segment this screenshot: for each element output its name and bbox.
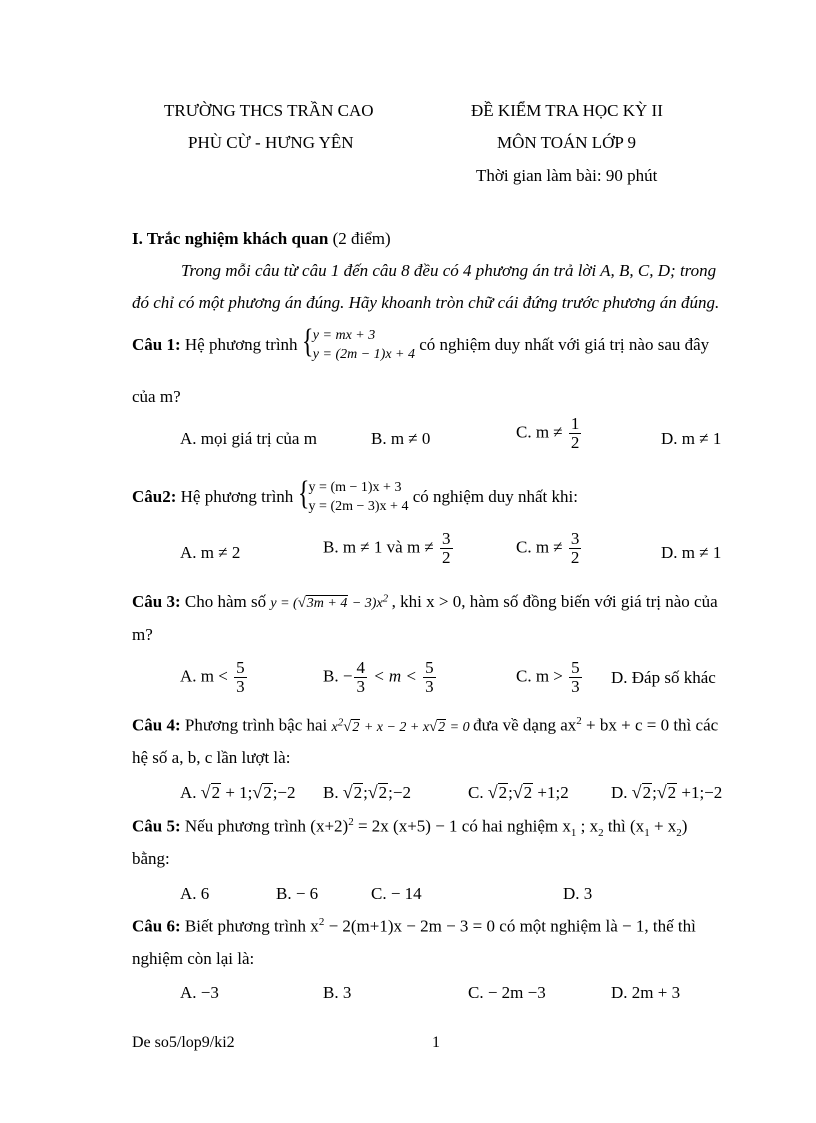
school-name: TRƯỜNG THCS TRẦN CAO (164, 101, 374, 120)
suffix-exponent: 2 (576, 715, 582, 727)
question-2-eq1: y = (m − 1)x + 3 (308, 480, 402, 496)
question-5-text-f: ) (681, 816, 688, 836)
sqrt-icon: √ (297, 595, 306, 611)
question-1-system (301, 323, 416, 365)
question-1-eq2: y = (2m − 1)x + 4 (312, 347, 416, 363)
fraction (569, 659, 582, 696)
option-label: C. (468, 783, 484, 802)
fraction (234, 659, 247, 696)
sqrt-icon: √ (252, 782, 263, 802)
question-3-option-d[interactable]: D. Đáp số khác (611, 668, 716, 687)
question-4-line-2: hệ số a, b, c lần lượt là: (132, 748, 291, 767)
question-3-option-a[interactable] (180, 659, 249, 696)
subscript: 1 (644, 827, 650, 840)
radicand: 2 (642, 783, 652, 802)
fraction (569, 530, 582, 567)
question-4-option-d[interactable] (611, 782, 722, 803)
numerator: 4 (356, 658, 365, 677)
question-2-system (297, 475, 409, 517)
radicand: 2 (353, 783, 363, 802)
subscript: 2 (676, 827, 682, 840)
question-6-text-a: Biết phương trình x (184, 916, 319, 936)
question-2-option-b[interactable] (323, 530, 455, 567)
fraction (569, 415, 582, 452)
question-2-prefix: Hệ phương trình (180, 487, 294, 506)
numerator: 1 (570, 414, 580, 433)
sqrt-icon: √ (200, 782, 211, 802)
brace-icon: { (297, 475, 309, 513)
denominator: 2 (570, 432, 580, 452)
fraction (354, 659, 367, 696)
question-1-line (132, 322, 709, 368)
question-5-text-b: = 2x (x+5) − 1 có hai nghiệm x (353, 816, 571, 836)
school-location: PHÙ CỪ - HƯNG YÊN (188, 133, 354, 152)
option-c-prefix: C. m ≠ (516, 537, 563, 557)
option-term: ; (652, 783, 657, 802)
question-5-text-d: thì (x (603, 816, 645, 836)
section-heading (132, 229, 391, 249)
question-6-option-d[interactable]: D. 2m + 3 (611, 983, 681, 1002)
numerator: 5 (571, 658, 580, 677)
question-4-label: Câu 4: (132, 715, 181, 735)
question-6-label: Câu 6: (132, 916, 181, 936)
option-b-middle: < m < (373, 666, 417, 686)
numerator: 3 (442, 529, 451, 548)
section-points: (2 điểm) (332, 229, 391, 248)
option-term: + 1; (221, 783, 253, 802)
question-5-line-2: bằng: (132, 849, 170, 868)
radicand: 2 (263, 783, 272, 802)
brace-icon: { (301, 323, 314, 361)
fraction (423, 659, 436, 696)
subscript: 2 (598, 827, 604, 840)
option-term: ; (508, 783, 513, 802)
option-term: +1;−2 (677, 783, 723, 802)
question-2-option-d[interactable]: D. m ≠ 1 (661, 543, 722, 562)
question-1-option-c[interactable] (516, 415, 583, 452)
sqrt-icon: √ (656, 782, 667, 802)
option-term: +1;2 (533, 783, 569, 802)
denominator: 3 (356, 676, 365, 696)
denominator: 2 (442, 547, 451, 567)
option-label: A. (180, 783, 197, 802)
question-5-option-d[interactable]: D. 3 (563, 884, 593, 903)
question-6-option-c[interactable]: C. − 2m −3 (468, 983, 546, 1002)
question-3-label: Câu 3: (132, 592, 181, 611)
exam-title: ĐỀ KIỂM TRA HỌC KỲ II (471, 101, 663, 120)
radicand: 2 (211, 783, 221, 802)
question-6-option-a[interactable]: A. −3 (180, 983, 219, 1002)
denominator: 2 (570, 547, 580, 567)
question-1-option-a[interactable]: A. mọi giá trị của m (180, 429, 317, 448)
radicand: 2 (523, 783, 533, 802)
radicand: 2 (352, 719, 360, 735)
question-4-option-a[interactable] (180, 782, 296, 803)
option-c-prefix: C. m ≠ (516, 422, 563, 442)
option-label: D. (611, 783, 628, 802)
option-c-prefix: C. m > (516, 666, 563, 686)
numerator: 5 (425, 658, 434, 677)
instruction-line-2: đó chỉ có một phương án đúng. Hãy khoanh tròn chữ cái đứng trước phương án đúng. (132, 293, 720, 312)
section-title: I. Trắc nghiệm khách quan (132, 229, 329, 248)
fn-left: y = ( (270, 596, 298, 611)
question-4-prefix: Phương trình bậc hai (184, 715, 328, 735)
fn-exponent: 2 (382, 592, 389, 605)
option-term: ;−2 (388, 783, 411, 802)
numerator: 3 (570, 529, 580, 548)
option-a-prefix: A. m < (180, 666, 228, 686)
question-3-line-2: m? (132, 625, 153, 644)
question-2-option-a[interactable]: A. m ≠ 2 (180, 543, 241, 562)
question-5-text-a: Nếu phương trình (x+2) (184, 816, 349, 836)
instruction-line-1: Trong mỗi câu từ câu 1 đến câu 8 đều có 4 phương án trả lời A, B, C, D; trong (181, 261, 717, 280)
question-3-function (270, 592, 391, 611)
radicand: 2 (498, 783, 508, 802)
subscript: 1 (570, 827, 577, 840)
question-2-option-c[interactable] (516, 530, 583, 567)
eq-middle: + x − 2 + x (360, 719, 430, 735)
denominator: 3 (425, 676, 434, 696)
option-b-prefix: B. (323, 666, 339, 686)
question-5-option-c[interactable]: C. − 14 (371, 884, 422, 903)
eq-end: = 0 (446, 719, 470, 735)
question-4-option-c[interactable] (468, 782, 569, 803)
option-term: ;−2 (272, 783, 296, 802)
radicand: 2 (667, 783, 677, 802)
question-1-prefix: Hệ phương trình (184, 335, 298, 354)
minus-sign: − (342, 666, 353, 686)
question-3-option-c[interactable] (516, 659, 584, 696)
question-1-eq1: y = mx + 3 (312, 328, 376, 344)
denominator: 3 (236, 676, 245, 696)
question-5-text-e: + x (649, 816, 677, 836)
subject-title: MÔN TOÁN LỚP 9 (497, 133, 637, 152)
denominator: 3 (571, 676, 580, 696)
question-2-suffix: có nghiệm duy nhất khi: (412, 487, 578, 506)
radicand: 2 (378, 783, 388, 802)
sqrt-icon: √ (631, 782, 642, 802)
numerator: 5 (236, 658, 245, 677)
sqrt-icon: √ (343, 718, 352, 735)
question-3-suffix: , khi x > 0, hàm số đồng biến với giá trị nào của (391, 592, 718, 611)
page-number: 1 (432, 1034, 440, 1051)
sqrt-icon: √ (429, 718, 438, 735)
option-term: ; (363, 783, 368, 802)
sqrt-icon: √ (342, 782, 353, 802)
eq-x: x (331, 719, 338, 735)
sqrt-icon: √ (487, 782, 498, 802)
question-4-line (132, 715, 718, 736)
question-3-prefix: Cho hàm số (184, 592, 267, 611)
question-3-option-b[interactable] (323, 659, 438, 696)
question-5-line (132, 816, 687, 839)
exponent: 2 (348, 816, 354, 828)
question-4-option-b[interactable] (323, 782, 411, 803)
question-6-text-b: − 2(m+1)x − 2m − 3 = 0 có một nghiệm là − 1, thế thì (324, 916, 696, 936)
question-1-option-b[interactable]: B. m ≠ 0 (371, 429, 431, 448)
footer-label: De so5/lop9/ki2 (132, 1034, 235, 1051)
question-5-text-c: ; x (576, 816, 599, 836)
option-label: B. (323, 783, 339, 802)
fraction (440, 530, 453, 567)
question-5-option-a[interactable]: A. 6 (180, 884, 210, 903)
question-4-suffix-end: + bx + c = 0 thì các (581, 715, 719, 735)
question-6-line (132, 916, 696, 937)
radicand: 3m + 4 (306, 596, 348, 611)
question-2-line (132, 474, 578, 520)
question-1-line-2: của m? (132, 387, 181, 406)
exam-duration: Thời gian làm bài: 90 phút (476, 166, 658, 185)
exponent: 2 (318, 916, 325, 928)
radicand: 2 (438, 719, 446, 735)
fn-right: − 3)x (348, 596, 383, 611)
question-1-label: Câu 1: (132, 335, 181, 354)
question-2-eq2: y = (2m − 3)x + 4 (308, 499, 409, 515)
question-2-label: Câu2: (132, 487, 177, 506)
option-b-prefix: B. m ≠ 1 và m ≠ (323, 537, 434, 557)
question-4-equation (331, 716, 474, 735)
question-1-suffix: có nghiệm duy nhất với giá trị nào sau đây (419, 335, 710, 354)
sqrt-icon: √ (512, 782, 523, 802)
eq-exponent: 2 (337, 716, 344, 728)
sqrt-icon: √ (367, 782, 378, 802)
question-4-suffix: đưa về dạng ax (473, 715, 577, 735)
question-5-label: Câu 5: (132, 816, 181, 836)
question-3-line (132, 592, 718, 612)
question-6-line-2: nghiệm còn lại là: (132, 949, 255, 968)
question-6-option-b[interactable]: B. 3 (323, 983, 352, 1002)
question-5-option-b[interactable]: B. − 6 (276, 884, 319, 903)
question-1-option-d[interactable]: D. m ≠ 1 (661, 429, 722, 448)
